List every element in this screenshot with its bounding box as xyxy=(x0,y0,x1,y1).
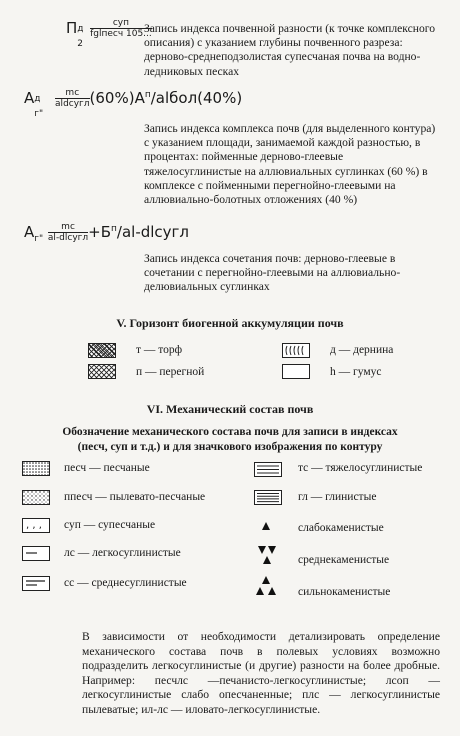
description-1: Запись индекса почвенной разности (к точке комплексного описания) с указанием глубины почвенного разреза: дерново-среднеподзолистая супесчаная почва на водно-ледниковых песках xyxy=(144,22,436,78)
index-formula-2 xyxy=(24,88,243,119)
section-6-subtitle-2: (песч, суп и т.д.) и для значкового изображения по контуру xyxy=(77,441,383,453)
formula-symbol: А xyxy=(24,223,35,241)
strongly-stony-symbol xyxy=(256,576,284,598)
peat-symbol xyxy=(88,343,116,358)
sandy-loam-symbol xyxy=(22,518,50,533)
section-5-title: V. Горизонт биогенной аккумуляции почв xyxy=(116,316,344,330)
slightly-stony-symbol xyxy=(262,520,282,534)
formula-sup: д xyxy=(77,24,84,34)
legend-heavy-loam-label: тс — тяжелосуглинистые xyxy=(298,462,423,474)
medium-loam-symbol xyxy=(22,576,50,591)
formula-tail: +Б xyxy=(88,223,112,241)
section-6-title: VI. Механический состав почв xyxy=(146,402,314,416)
formula-tail2: /alбол(40%) xyxy=(150,89,243,107)
formula-symbol: П xyxy=(66,19,78,37)
legend-humus-peat-label: п — перегной xyxy=(136,366,205,378)
fraction-numerator: mc xyxy=(55,88,89,99)
formula-sup: д xyxy=(34,94,41,104)
legend-medium-loam-label: сс — среднесуглинистые xyxy=(64,577,187,589)
legend-sand-label: песч — песчаные xyxy=(64,462,150,474)
formula-sub: г" xyxy=(34,234,44,244)
index-formula-3 xyxy=(24,222,189,244)
legend-medium-stony-label: среднекаменистые xyxy=(298,554,390,566)
sand-symbol xyxy=(22,461,50,476)
legend-slightly-stony-label: слабокаменистые xyxy=(298,522,384,534)
svg-text:, , ,: , , , xyxy=(26,520,42,531)
silty-sand-symbol xyxy=(22,490,50,505)
formula-symbol: А xyxy=(24,89,35,107)
fraction-numerator: mc xyxy=(48,222,88,233)
legend-light-loam-label: лс — легкосуглинистые xyxy=(64,547,181,559)
legend-humus-label: h — гумус xyxy=(330,366,382,378)
footer-paragraph: В зависимости от необходимости детализировать определение механического состава почв в полевых условиях возможно подразделить легкосуглинистые (и другие) разности на более дробные. Например: песчлс —печанисто-легкосуглинистые; лсоп — легкосуглинистые слабо опесчаненные; плс — легкосуглинистые пылеватые; ил-лс — иловато-легкосуглинистые. xyxy=(82,630,440,716)
description-3: Запись индекса сочетания почв: дерново-глеевые в сочетании с перегнойно-глеевыми на аллювиально-делювиальных суглинках xyxy=(144,252,401,294)
legend-clay-label: гл — глинистые xyxy=(298,491,377,503)
formula-fraction xyxy=(48,222,88,243)
humus-peat-symbol xyxy=(88,364,116,379)
clay-symbol xyxy=(254,490,282,505)
formula-sub: 2 xyxy=(77,39,84,49)
fraction-denominator: al-dlсугл xyxy=(47,233,89,243)
index-formula-1 xyxy=(66,18,152,49)
legend-strongly-stony-label: сильнокаменистые xyxy=(298,586,391,598)
formula-fraction xyxy=(90,18,152,39)
legend-turf-label: д — дернина xyxy=(330,344,394,356)
fraction-denominator: fglпесч 105... xyxy=(90,29,152,39)
light-loam-symbol xyxy=(22,546,50,561)
turf-symbol xyxy=(282,343,310,358)
legend-silty-sand-label: ппесч — пылевато-песчаные xyxy=(64,491,206,503)
legend-peat-label: т — торф xyxy=(136,344,183,356)
heavy-loam-symbol xyxy=(254,462,282,477)
formula-tail-sup: п xyxy=(111,224,117,234)
humus-symbol xyxy=(282,364,310,379)
section-6-subtitle-1: Обозначение механического состава почв для записи в индексах xyxy=(62,426,398,438)
description-2: Запись индекса комплекса почв (для выделенного контура) с указанием площади, занимаемой каждой разностью, в процентах: пойменные дерново-глеевые тяжелосуглинистые на аллювиальных суглинках (60 %) в комплексе с пойменными перегнойно-глеевыми на аллювиально-болотных отложениях (40 %) xyxy=(144,122,436,207)
formula-fraction xyxy=(55,88,89,109)
legend-sandy-loam-label: суп — супесчаные xyxy=(64,519,156,531)
formula-sub: г" xyxy=(34,109,44,119)
formula-tail-sup: п xyxy=(144,90,151,100)
fraction-numerator: суп xyxy=(90,18,152,29)
formula-tail: (60%)А xyxy=(89,89,145,107)
medium-stony-symbol xyxy=(258,544,282,566)
formula-tail2: /al-dlсугл xyxy=(116,223,190,241)
fraction-denominator: aldсугл xyxy=(55,99,90,109)
